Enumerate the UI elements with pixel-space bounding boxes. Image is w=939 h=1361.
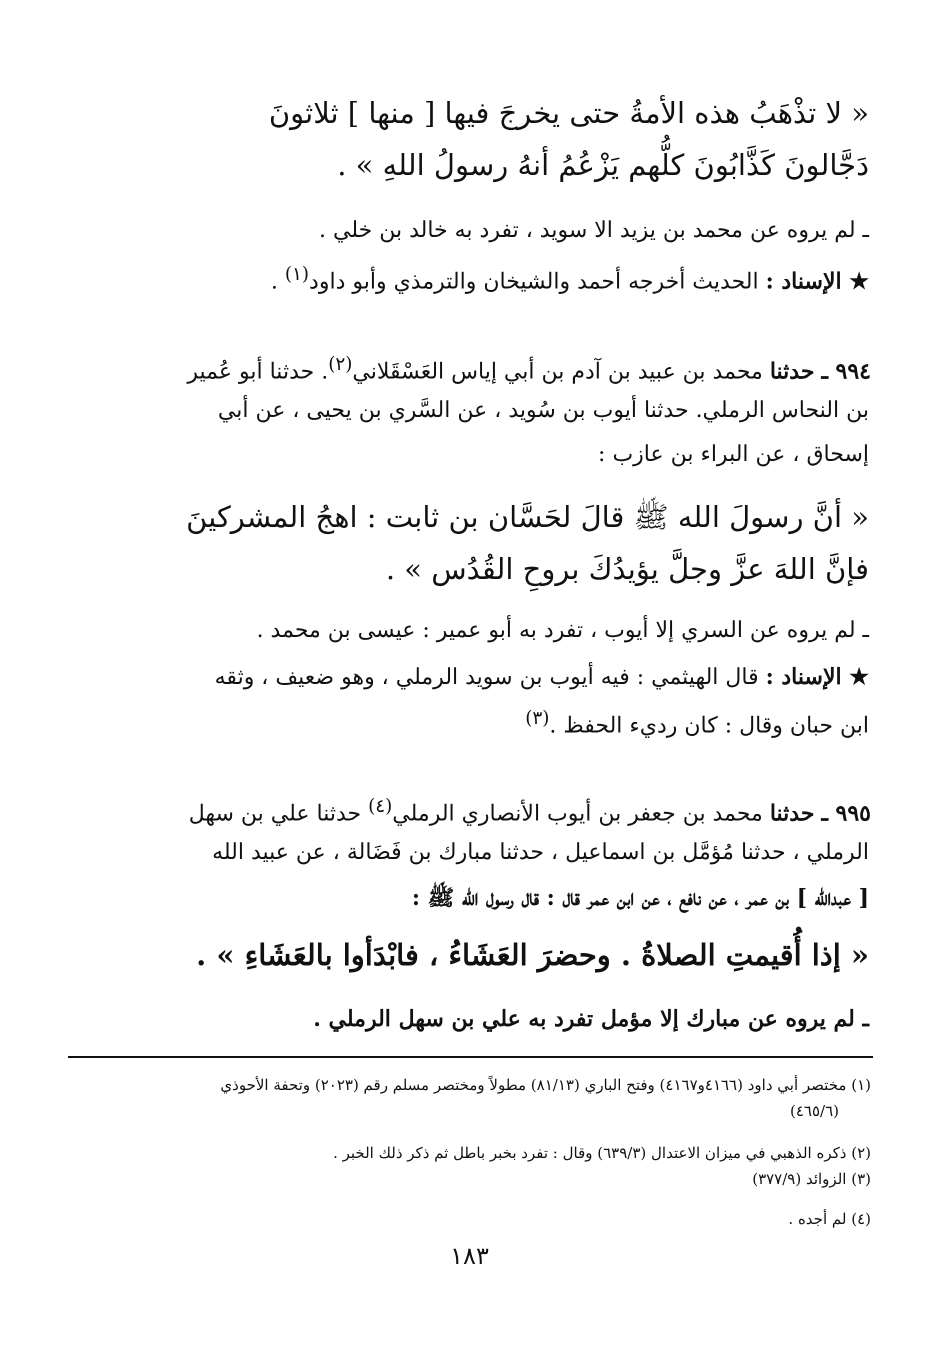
footnote-continuation: (٤٦٥/٦)	[790, 1102, 839, 1120]
chain-text: . حدثنا أبو عُمير	[187, 359, 329, 385]
isnad-line	[120, 264, 869, 294]
isnad-line	[120, 708, 869, 738]
footnote-ref: (٢)	[328, 354, 353, 375]
footnote-number: (٢)	[851, 1144, 871, 1162]
comment-line: ـ لم يروه عن محمد بن يزيد الا سويد ، تفرد به خالد بن خلي .	[319, 218, 869, 243]
chain-line: بن النحاس الرملي. حدثنا أيوب بن سُويد ، عن السَّري بن يحيى ، عن أبي	[217, 398, 869, 423]
comment-line: ـ لم يروه عن مبارك إلا مؤمل تفرد به علي بن سهل الرملي .	[313, 1006, 869, 1032]
isnad-text: الحديث أخرجه أحمد والشيخان والترمذي وأبو داود	[309, 269, 759, 295]
chain-text: محمد بن جعفر بن أيوب الأنصاري الرملي	[392, 801, 763, 827]
hadith-text-line: فإنَّ اللهَ عزَّ وجلَّ يؤيدُكَ بروحِ القُدُس » .	[385, 552, 869, 586]
footnote-number: (١)	[851, 1076, 871, 1094]
isnad-text: ابن حبان وقال : كان رديء الحفظ .	[549, 713, 869, 739]
footnote-text: ذكره الذهبي في ميزان الاعتدال (٦٣٩/٣) وقال : تفرد بخبر باطل ثم ذكر ذلك الخبر .	[333, 1144, 847, 1162]
footnote	[120, 1210, 871, 1228]
chain-text: محمد بن عبيد بن آدم بن أبي إياس العَسْقَلاني	[352, 359, 763, 385]
footnote	[60, 1076, 871, 1094]
footnote-ref: (٤)	[368, 796, 393, 817]
footnote-text: مختصر أبي داود (٤١٦٦و٤١٦٧) وفتح الباري (٨١/١٣) مطولاً ومختصر مسلم رقم (٢٠٢٣) وتحفة الأحوذي	[220, 1076, 847, 1094]
isnad-label: ★ الإسناد :	[765, 664, 869, 690]
footnote-ref: (٣)	[525, 708, 550, 729]
page-number: ١٨٣	[450, 1242, 489, 1270]
hadith-chain-line	[120, 796, 871, 826]
footnote-number: (٤)	[851, 1210, 871, 1228]
comment-line: ـ لم يروه عن السري إلا أيوب ، تفرد به أبو عمير : عيسى بن محمد .	[256, 618, 869, 643]
footnote-text: الزوائد (٣٧٧/٩)	[752, 1170, 847, 1188]
footnote	[60, 1144, 871, 1162]
footnote-number: (٣)	[851, 1170, 871, 1188]
footnote-ref: (١)	[284, 264, 310, 285]
hadith-text-line: « أنَّ رسولَ الله ﷺ قالَ لحَسَّان بن ثابت : اهجُ المشركينَ	[186, 500, 869, 534]
hadith-text-line: « إذا أُقيمتِ الصلاةُ . وحضرَ العَشَاءُ ، فابْدَأوا بالعَشَاءِ » .	[196, 938, 869, 972]
hadith-number: ٩٩٤ ـ	[821, 358, 871, 385]
hadith-number: ٩٩٥ ـ	[821, 800, 871, 827]
isnad-text: قال الهيثمي : فيه أيوب بن سويد الرملي ، وهو ضعيف ، وثقه	[214, 665, 759, 690]
footnote	[120, 1170, 871, 1188]
chain-keyword: حدثنا	[769, 358, 815, 385]
hadith-chain-line	[120, 354, 871, 384]
chain-line: إسحاق ، عن البراء بن عازب :	[598, 442, 869, 467]
isnad-label: ★ الإسناد :	[765, 268, 869, 295]
chain-line: الرملي ، حدثنا مُؤمَّل بن اسماعيل ، حدثنا مبارك بن فَضَالة ، عن عبيد الله	[212, 840, 869, 865]
isnad-line	[120, 664, 869, 690]
punctuation: .	[270, 269, 285, 295]
hadith-text-line: دَجَّالونَ كَذَّابُونَ كلُّهم يَزْعُمُ أنهُ رسولُ اللهِ » .	[337, 148, 869, 182]
hadith-text-line: « لا تذْهَبُ هذه الأمةُ حتى يخرجَ فيها [ منها ] ثلاثونَ	[268, 96, 869, 130]
chain-line: [ عبدالله ] بن عمر ، عن نافع ، عن ابن عمر قال : قال رسول الله ﷺ :	[411, 885, 869, 911]
footnote-text: لم أجده .	[788, 1210, 847, 1228]
chain-keyword: حدثنا	[769, 800, 815, 827]
footnote-divider	[68, 1056, 873, 1058]
chain-text: حدثنا علي بن سهل	[188, 801, 369, 827]
